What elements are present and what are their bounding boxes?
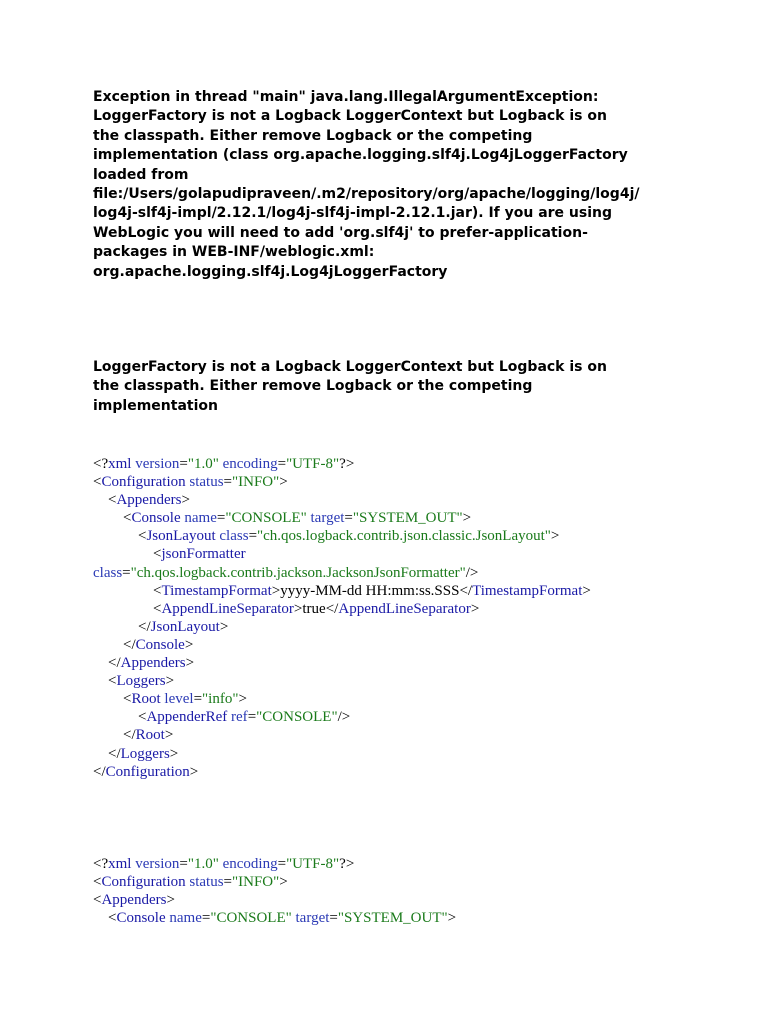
code-line xyxy=(93,636,591,654)
xml-tag-name: AppendLineSeparator xyxy=(338,600,471,617)
xml-punctuation: > xyxy=(165,673,175,690)
xml-tag-name: Appenders xyxy=(116,492,182,509)
xml-attribute-value: "ch.qos.logback.contrib.json.classic.JsonLayout" xyxy=(257,528,551,545)
xml-attribute: version xyxy=(131,856,180,872)
xml-punctuation: > xyxy=(271,582,281,599)
xml-punctuation: <? xyxy=(93,856,109,872)
code-line xyxy=(93,600,591,618)
xml-punctuation: > xyxy=(169,745,179,762)
summary-line: implementation xyxy=(93,397,218,414)
xml-punctuation: > xyxy=(238,691,247,708)
xml-attribute: name xyxy=(180,510,217,527)
xml-attribute-value: "ch.qos.logback.contrib.jackson.JacksonJsonFormatter" xyxy=(130,564,466,581)
xml-tag-name: JsonLayout xyxy=(150,618,220,635)
xml-tag-name: Console xyxy=(131,510,181,527)
xml-punctuation: > xyxy=(166,892,175,909)
xml-punctuation: > xyxy=(184,636,194,653)
xml-punctuation: = xyxy=(193,691,203,708)
xml-config-block-1 xyxy=(93,455,591,781)
xml-tag-name: Root xyxy=(131,691,161,708)
summary-line: LoggerFactory is not a Logback LoggerContext but Logback is on xyxy=(93,359,607,375)
xml-config-block-2 xyxy=(93,855,456,927)
xml-punctuation: </ xyxy=(108,745,121,762)
xml-text xyxy=(93,510,123,526)
xml-punctuation: = xyxy=(277,856,287,872)
xml-punctuation: < xyxy=(108,492,117,509)
xml-text: true xyxy=(302,600,326,617)
xml-attribute: class xyxy=(93,564,123,581)
code-line xyxy=(93,855,456,873)
xml-punctuation: = xyxy=(179,856,188,872)
xml-punctuation: < xyxy=(93,892,102,909)
code-line xyxy=(93,618,591,636)
xml-text xyxy=(93,619,138,635)
xml-attribute: status xyxy=(185,874,224,891)
xml-attribute: target xyxy=(291,910,330,927)
xml-tag-name: xml xyxy=(108,856,132,872)
xml-punctuation: > xyxy=(189,763,199,780)
xml-punctuation: < xyxy=(138,709,147,726)
xml-attribute-value: "CONSOLE" xyxy=(256,709,338,726)
xml-punctuation: /> xyxy=(465,564,479,581)
code-line xyxy=(93,564,591,582)
xml-attribute: encoding xyxy=(218,456,278,472)
xml-punctuation: < xyxy=(93,474,102,491)
xml-punctuation: < xyxy=(153,546,162,563)
xml-text xyxy=(93,528,138,544)
xml-tag-name: TimestampFormat xyxy=(472,582,583,599)
xml-punctuation: < xyxy=(93,874,102,891)
xml-attribute-value: "UTF-8" xyxy=(286,856,340,872)
xml-text xyxy=(93,601,153,617)
xml-punctuation: = xyxy=(247,709,257,726)
xml-attribute: ref xyxy=(227,709,248,726)
xml-text xyxy=(93,492,108,508)
exception-line: Exception in thread "main" java.lang.IllegalArgumentException: xyxy=(93,89,599,105)
code-line xyxy=(93,455,591,473)
xml-attribute-value: "1.0" xyxy=(187,856,219,872)
summary-line: the classpath. Either remove Logback or the competing xyxy=(93,378,533,395)
code-line xyxy=(93,745,591,763)
xml-attribute-value: "SYSTEM_OUT" xyxy=(352,510,463,527)
xml-attribute-value: "SYSTEM_OUT" xyxy=(337,910,448,927)
xml-punctuation: < xyxy=(138,528,147,545)
summary-message-paragraph xyxy=(93,358,607,416)
code-line xyxy=(93,654,591,672)
xml-punctuation: > xyxy=(293,600,303,617)
xml-punctuation: = xyxy=(122,564,131,581)
xml-punctuation: ?> xyxy=(339,456,355,472)
xml-punctuation: ?> xyxy=(339,856,355,872)
exception-line: packages in WEB-INF/weblogic.xml: xyxy=(93,244,375,261)
exception-line: org.apache.logging.slf4j.Log4jLoggerFactory xyxy=(93,263,448,280)
xml-text xyxy=(93,655,108,671)
xml-punctuation: </ xyxy=(138,618,151,635)
xml-punctuation: > xyxy=(219,618,229,635)
xml-attribute-value: "UTF-8" xyxy=(286,456,340,472)
xml-punctuation: > xyxy=(462,510,472,527)
xml-punctuation: > xyxy=(164,727,174,744)
code-line xyxy=(93,763,591,781)
xml-punctuation: < xyxy=(108,673,117,690)
xml-punctuation: < xyxy=(153,582,162,599)
xml-punctuation: = xyxy=(248,528,258,545)
xml-text xyxy=(93,746,108,762)
xml-punctuation: = xyxy=(201,910,211,927)
exception-message-paragraph xyxy=(93,88,639,282)
xml-text xyxy=(93,910,108,926)
xml-text xyxy=(93,673,108,689)
xml-punctuation: = xyxy=(223,874,233,891)
xml-punctuation: > xyxy=(550,528,560,545)
xml-punctuation: <? xyxy=(93,456,109,472)
xml-tag-name: Configuration xyxy=(101,474,186,491)
code-line xyxy=(93,726,591,744)
code-line xyxy=(93,873,456,891)
code-line xyxy=(93,545,591,563)
xml-text xyxy=(93,637,123,653)
xml-tag-name: Loggers xyxy=(116,673,166,690)
xml-tag-name: TimestampFormat xyxy=(161,582,272,599)
xml-attribute-value: "info" xyxy=(202,691,239,708)
exception-line: WebLogic you will need to add 'org.slf4j' to prefer-application- xyxy=(93,224,588,241)
xml-text xyxy=(93,709,138,725)
xml-tag-name: JsonLayout xyxy=(146,528,216,545)
code-line xyxy=(93,509,591,527)
xml-tag-name: jsonFormatter xyxy=(161,546,246,563)
xml-punctuation: </ xyxy=(123,727,136,744)
xml-punctuation: > xyxy=(470,600,480,617)
exception-line: the classpath. Either remove Logback or the competing xyxy=(93,127,533,144)
xml-tag-name: Configuration xyxy=(101,874,186,891)
xml-attribute: version xyxy=(131,456,180,472)
xml-punctuation: > xyxy=(185,655,195,672)
xml-tag-name: Appenders xyxy=(120,655,186,672)
exception-line: file:/Users/golapudipraveen/.m2/repository/org/apache/logging/log4j/ xyxy=(93,185,640,202)
xml-tag-name: Console xyxy=(135,636,185,653)
xml-punctuation: = xyxy=(277,456,287,472)
code-line xyxy=(93,909,456,927)
xml-tag-name: AppenderRef xyxy=(146,709,228,726)
xml-punctuation: > xyxy=(582,582,591,599)
xml-punctuation: </ xyxy=(123,636,136,653)
xml-text: yyyy-MM-dd HH:mm:ss.SSS xyxy=(280,582,460,599)
xml-tag-name: Console xyxy=(116,910,166,927)
xml-attribute: target xyxy=(306,510,345,527)
xml-punctuation: < xyxy=(123,691,132,708)
xml-attribute: name xyxy=(165,910,202,927)
xml-punctuation: > xyxy=(279,874,288,891)
xml-punctuation: = xyxy=(329,910,338,927)
xml-tag-name: xml xyxy=(108,456,132,472)
xml-attribute-value: "1.0" xyxy=(187,456,219,472)
xml-tag-name: AppendLineSeparator xyxy=(161,600,294,617)
xml-punctuation: > xyxy=(279,474,288,491)
exception-line: loaded from xyxy=(93,166,189,183)
xml-punctuation: < xyxy=(123,510,132,527)
xml-text xyxy=(93,546,153,562)
xml-attribute-value: "INFO" xyxy=(232,874,280,891)
xml-punctuation: = xyxy=(344,510,353,527)
code-line xyxy=(93,891,456,909)
code-line xyxy=(93,491,591,509)
xml-tag-name: Root xyxy=(135,727,165,744)
exception-line: LoggerFactory is not a Logback LoggerContext but Logback is on xyxy=(93,108,607,125)
code-line xyxy=(93,708,591,726)
xml-punctuation: /> xyxy=(337,709,351,726)
xml-tag-name: Configuration xyxy=(105,763,190,780)
xml-punctuation: > xyxy=(181,492,190,509)
exception-line: log4j-slf4j-impl/2.12.1/log4j-slf4j-impl-2.12.1.jar). If you are using xyxy=(93,205,613,222)
xml-attribute-value: "INFO" xyxy=(232,474,280,491)
code-line xyxy=(93,690,591,708)
xml-punctuation: < xyxy=(108,910,117,927)
exception-line: implementation (class org.apache.logging.slf4j.Log4jLoggerFactory xyxy=(93,147,628,164)
xml-punctuation: = xyxy=(179,456,188,472)
code-line xyxy=(93,672,591,690)
xml-attribute: level xyxy=(160,691,194,708)
xml-punctuation: = xyxy=(216,510,226,527)
xml-attribute: class xyxy=(215,528,249,545)
xml-tag-name: Appenders xyxy=(101,892,167,909)
xml-punctuation: = xyxy=(223,474,233,491)
code-line xyxy=(93,582,591,600)
xml-text xyxy=(93,691,123,707)
xml-punctuation: </ xyxy=(325,600,339,617)
xml-text xyxy=(93,583,153,599)
xml-text xyxy=(93,727,123,743)
xml-attribute: status xyxy=(185,474,224,491)
xml-punctuation: < xyxy=(153,600,162,617)
xml-punctuation: > xyxy=(447,910,457,927)
xml-attribute-value: "CONSOLE" xyxy=(210,910,292,927)
xml-attribute: encoding xyxy=(218,856,278,872)
code-line xyxy=(93,473,591,491)
xml-punctuation: </ xyxy=(108,655,121,672)
xml-attribute-value: "CONSOLE" xyxy=(225,510,307,527)
xml-punctuation: </ xyxy=(459,582,473,599)
code-line xyxy=(93,527,591,545)
xml-tag-name: Loggers xyxy=(120,745,170,762)
xml-punctuation: </ xyxy=(93,763,106,780)
